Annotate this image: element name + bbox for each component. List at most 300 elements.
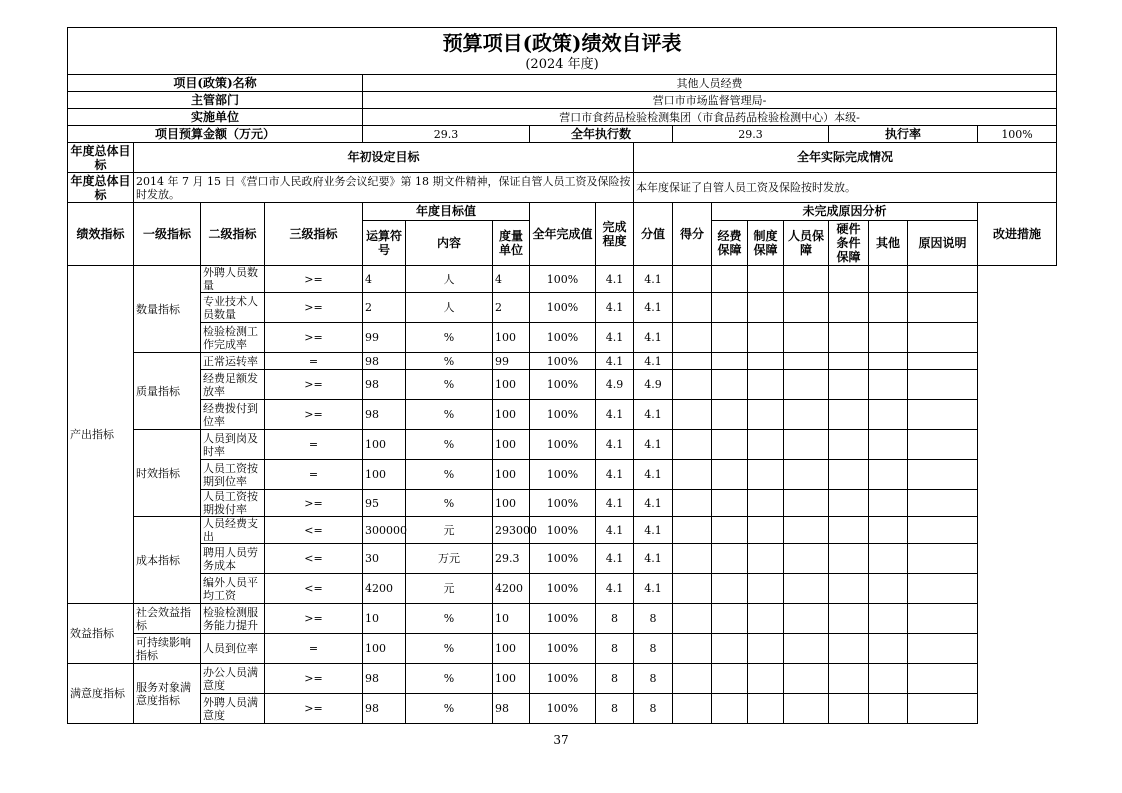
form-year: (2024 年度) xyxy=(68,56,1057,75)
indicator-score: 8 xyxy=(634,694,673,724)
table-row xyxy=(68,604,1057,634)
empty-cell xyxy=(784,430,829,460)
empty-cell xyxy=(829,400,869,430)
op-header: 运算符号 xyxy=(363,221,406,266)
empty-cell xyxy=(712,353,748,370)
empty-cell xyxy=(712,430,748,460)
indicator-max: 4.1 xyxy=(596,293,634,323)
indicator-name: 经费足额发放率 xyxy=(201,370,265,400)
indicator-score: 4.1 xyxy=(634,517,673,544)
indicator-actual: 100 xyxy=(493,634,530,664)
empty-cell xyxy=(784,353,829,370)
reason-funding-header: 经费保障 xyxy=(712,221,748,266)
indicator-max: 4.1 xyxy=(596,353,634,370)
indicator-actual: 99 xyxy=(493,353,530,370)
empty-cell xyxy=(748,430,784,460)
empty-cell xyxy=(748,293,784,323)
indicator-unit: 人 xyxy=(406,266,493,293)
empty-cell xyxy=(784,517,829,544)
empty-cell xyxy=(829,293,869,323)
empty-cell xyxy=(784,370,829,400)
empty-cell xyxy=(748,664,784,694)
indicator-actual: 29.3 xyxy=(493,544,530,574)
empty-cell xyxy=(908,400,978,430)
empty-cell xyxy=(908,664,978,694)
indicator-score: 4.1 xyxy=(634,266,673,293)
indicator-name: 聘用人员劳务成本 xyxy=(201,544,265,574)
table-row xyxy=(68,664,1057,694)
empty-cell xyxy=(784,293,829,323)
indicator-degree: 100% xyxy=(530,664,596,694)
indicator-target: 99 xyxy=(363,323,406,353)
indicator-degree: 100% xyxy=(530,634,596,664)
indicator-target: 100 xyxy=(363,430,406,460)
impl-value: 营口市食药品检验检测集团（市食品药品检验检测中心）本级- xyxy=(363,109,1057,126)
group-service: 服务对象满意度指标 xyxy=(134,664,201,724)
empty-cell xyxy=(908,490,978,517)
empty-cell xyxy=(712,694,748,724)
empty-cell xyxy=(784,574,829,604)
empty-cell xyxy=(712,574,748,604)
empty-cell xyxy=(829,370,869,400)
evaluation-form xyxy=(67,27,1056,724)
group-quantity: 数量指标 xyxy=(134,266,201,353)
empty-cell xyxy=(908,517,978,544)
indicator-name: 外聘人员数量 xyxy=(201,266,265,293)
empty-cell xyxy=(829,517,869,544)
empty-cell xyxy=(673,544,712,574)
empty-cell xyxy=(829,430,869,460)
indicator-score: 4.1 xyxy=(634,430,673,460)
indicator-actual: 100 xyxy=(493,400,530,430)
indicator-max: 8 xyxy=(596,634,634,664)
empty-cell xyxy=(908,694,978,724)
indicator-op: = xyxy=(265,460,363,490)
empty-cell xyxy=(829,544,869,574)
indicator-degree: 100% xyxy=(530,266,596,293)
empty-cell xyxy=(673,323,712,353)
indicator-max: 4.1 xyxy=(596,544,634,574)
table-row xyxy=(68,400,1057,430)
empty-cell xyxy=(869,266,908,293)
empty-cell xyxy=(784,604,829,634)
indicator-unit: % xyxy=(406,370,493,400)
indicator-target: 100 xyxy=(363,634,406,664)
reason-hardware-header: 硬件条件保障 xyxy=(829,221,869,266)
empty-cell xyxy=(784,266,829,293)
empty-cell xyxy=(748,400,784,430)
indicator-op: >= xyxy=(265,266,363,293)
indicator-degree: 100% xyxy=(530,460,596,490)
empty-cell xyxy=(673,604,712,634)
actual-header: 全年完成值 xyxy=(530,203,596,266)
reason-system-header: 制度保障 xyxy=(748,221,784,266)
indicator-max: 4.1 xyxy=(596,574,634,604)
indicator-name: 专业技术人员数量 xyxy=(201,293,265,323)
indicator-degree: 100% xyxy=(530,490,596,517)
empty-cell xyxy=(748,353,784,370)
group-cost: 成本指标 xyxy=(134,517,201,604)
indicator-op: >= xyxy=(265,293,363,323)
indicator-score: 4.1 xyxy=(634,400,673,430)
indicator-name: 正常运转率 xyxy=(201,353,265,370)
group-sustain: 可持续影响指标 xyxy=(134,634,201,664)
empty-cell xyxy=(748,604,784,634)
empty-cell xyxy=(869,634,908,664)
indicator-score: 4.1 xyxy=(634,323,673,353)
empty-cell xyxy=(908,353,978,370)
empty-cell xyxy=(673,490,712,517)
unit-header: 度量单位 xyxy=(493,221,530,266)
indicator-actual: 98 xyxy=(493,694,530,724)
empty-cell xyxy=(829,353,869,370)
empty-cell xyxy=(748,370,784,400)
empty-cell xyxy=(829,266,869,293)
indicator-max: 4.1 xyxy=(596,490,634,517)
rate-label: 执行率 xyxy=(829,126,978,143)
reason-other-header: 其他 xyxy=(869,221,908,266)
impl-label: 实施单位 xyxy=(68,109,363,126)
indicator-target: 30 xyxy=(363,544,406,574)
form-title: 预算项目(政策)绩效自评表 xyxy=(68,28,1057,56)
table-row xyxy=(68,490,1057,517)
table-row xyxy=(68,323,1057,353)
indicator-op: = xyxy=(265,430,363,460)
indicator-degree: 100% xyxy=(530,604,596,634)
empty-cell xyxy=(673,574,712,604)
empty-cell xyxy=(712,490,748,517)
indicator-degree: 100% xyxy=(530,323,596,353)
indicator-name: 办公人员满意度 xyxy=(201,664,265,694)
indicator-op: >= xyxy=(265,323,363,353)
indicator-degree: 100% xyxy=(530,400,596,430)
exec-value: 29.3 xyxy=(673,126,829,143)
empty-cell xyxy=(908,266,978,293)
indicator-score: 4.9 xyxy=(634,370,673,400)
empty-cell xyxy=(869,323,908,353)
indicator-name: 人员到岗及时率 xyxy=(201,430,265,460)
indicator-unit: % xyxy=(406,490,493,517)
empty-cell xyxy=(908,544,978,574)
page-number: 37 xyxy=(553,733,569,747)
dept-value: 营口市市场监督管理局- xyxy=(363,92,1057,109)
indicator-name: 外聘人员满意度 xyxy=(201,694,265,724)
indicator-max: 8 xyxy=(596,694,634,724)
indicator-degree: 100% xyxy=(530,694,596,724)
table-row xyxy=(68,353,1057,370)
level2-header: 二级指标 xyxy=(201,203,265,266)
empty-cell xyxy=(712,517,748,544)
indicator-unit: % xyxy=(406,694,493,724)
indicator-name: 经费拨付到位率 xyxy=(201,400,265,430)
empty-cell xyxy=(712,544,748,574)
indicator-score: 4.1 xyxy=(634,353,673,370)
reason-explain-header: 原因说明 xyxy=(908,221,978,266)
empty-cell xyxy=(784,400,829,430)
content-header: 内容 xyxy=(406,221,493,266)
indicator-max: 4.9 xyxy=(596,370,634,400)
indicator-name: 人员到位率 xyxy=(201,634,265,664)
degree-header: 完成程度 xyxy=(596,203,634,266)
empty-cell xyxy=(673,517,712,544)
indicator-degree: 100% xyxy=(530,430,596,460)
empty-cell xyxy=(673,430,712,460)
empty-cell xyxy=(908,370,978,400)
empty-cell xyxy=(712,323,748,353)
indicator-op: >= xyxy=(265,400,363,430)
group-social: 社会效益指标 xyxy=(134,604,201,634)
indicator-score: 4.1 xyxy=(634,574,673,604)
empty-cell xyxy=(908,604,978,634)
indicator-target: 100 xyxy=(363,460,406,490)
improve-header: 改进措施 xyxy=(978,203,1057,266)
indicator-unit: % xyxy=(406,353,493,370)
empty-cell xyxy=(829,323,869,353)
empty-cell xyxy=(673,266,712,293)
empty-cell xyxy=(869,574,908,604)
indicator-unit: 万元 xyxy=(406,544,493,574)
indicator-actual: 293000 xyxy=(493,517,530,544)
indicator-op: <= xyxy=(265,517,363,544)
goal-row-label: 年度总体目标 xyxy=(68,173,134,203)
indicator-name: 人员工资按期拨付率 xyxy=(201,490,265,517)
indicator-name: 检验检测工作完成率 xyxy=(201,323,265,353)
indicator-target: 10 xyxy=(363,604,406,634)
indicator-target: 98 xyxy=(363,400,406,430)
indicator-target: 4 xyxy=(363,266,406,293)
score-header: 得分 xyxy=(673,203,712,266)
empty-cell xyxy=(829,694,869,724)
indicator-actual: 100 xyxy=(493,490,530,517)
indicator-target: 98 xyxy=(363,353,406,370)
empty-cell xyxy=(869,353,908,370)
budget-value: 29.3 xyxy=(363,126,530,143)
indicator-target: 95 xyxy=(363,490,406,517)
indicator-max: 4.1 xyxy=(596,460,634,490)
table-row xyxy=(68,430,1057,460)
empty-cell xyxy=(712,370,748,400)
indicator-op: >= xyxy=(265,490,363,517)
indicator-score: 8 xyxy=(634,604,673,634)
group-satisfaction: 满意度指标 xyxy=(68,664,134,724)
goal-initial-text: 2014 年 7 月 15 日《营口市人民政府业务会议纪要》第 18 期文件精神，保证自管人员工资及保险按时发放。 xyxy=(134,173,634,203)
indicator-max: 4.1 xyxy=(596,266,634,293)
empty-cell xyxy=(829,664,869,694)
empty-cell xyxy=(908,460,978,490)
target-group-header: 年度目标值 xyxy=(363,203,530,221)
empty-cell xyxy=(869,694,908,724)
empty-cell xyxy=(748,460,784,490)
indicator-target: 4200 xyxy=(363,574,406,604)
project-name-label: 项目(政策)名称 xyxy=(68,75,363,92)
goal-actual-text: 本年度保证了自管人员工资及保险按时发放。 xyxy=(634,173,1057,203)
indicator-actual: 100 xyxy=(493,460,530,490)
indicator-op: = xyxy=(265,634,363,664)
indicator-actual: 100 xyxy=(493,430,530,460)
empty-cell xyxy=(712,604,748,634)
empty-cell xyxy=(748,490,784,517)
indicator-actual: 100 xyxy=(493,370,530,400)
empty-cell xyxy=(784,544,829,574)
empty-cell xyxy=(908,430,978,460)
group-benefit: 效益指标 xyxy=(68,604,134,664)
empty-cell xyxy=(673,293,712,323)
goal-actual-label: 全年实际完成情况 xyxy=(634,143,1057,173)
indicator-unit: % xyxy=(406,664,493,694)
goal-header-label: 年度总体目标 xyxy=(68,143,134,173)
empty-cell xyxy=(869,370,908,400)
table-row xyxy=(68,266,1057,293)
empty-cell xyxy=(673,634,712,664)
empty-cell xyxy=(748,517,784,544)
indicator-op: <= xyxy=(265,574,363,604)
indicator-actual: 100 xyxy=(493,323,530,353)
empty-cell xyxy=(748,323,784,353)
indicator-max: 4.1 xyxy=(596,400,634,430)
indicator-max: 8 xyxy=(596,664,634,694)
indicator-unit: % xyxy=(406,430,493,460)
empty-cell xyxy=(829,460,869,490)
indicator-name: 人员工资按期到位率 xyxy=(201,460,265,490)
indicator-max: 8 xyxy=(596,604,634,634)
empty-cell xyxy=(784,664,829,694)
indicator-op: <= xyxy=(265,544,363,574)
empty-cell xyxy=(712,293,748,323)
empty-cell xyxy=(673,460,712,490)
indicator-score: 8 xyxy=(634,634,673,664)
indicator-actual: 2 xyxy=(493,293,530,323)
empty-cell xyxy=(784,490,829,517)
empty-cell xyxy=(673,353,712,370)
empty-cell xyxy=(784,460,829,490)
table-row xyxy=(68,370,1057,400)
group-quality: 质量指标 xyxy=(134,353,201,430)
level1-header: 一级指标 xyxy=(134,203,201,266)
indicator-degree: 100% xyxy=(530,353,596,370)
indicator-actual: 4 xyxy=(493,266,530,293)
empty-cell xyxy=(712,664,748,694)
indicator-actual: 10 xyxy=(493,604,530,634)
empty-cell xyxy=(712,266,748,293)
indicator-op: >= xyxy=(265,664,363,694)
indicator-unit: % xyxy=(406,460,493,490)
indicator-op: >= xyxy=(265,604,363,634)
indicator-score: 4.1 xyxy=(634,544,673,574)
empty-cell xyxy=(869,604,908,634)
project-name-value: 其他人员经费 xyxy=(363,75,1057,92)
indicator-unit: 元 xyxy=(406,517,493,544)
table-row xyxy=(68,634,1057,664)
empty-cell xyxy=(908,293,978,323)
exec-label: 全年执行数 xyxy=(530,126,673,143)
indicator-degree: 100% xyxy=(530,370,596,400)
empty-cell xyxy=(869,293,908,323)
empty-cell xyxy=(784,323,829,353)
empty-cell xyxy=(869,490,908,517)
indicator-target: 98 xyxy=(363,664,406,694)
indicator-target: 98 xyxy=(363,370,406,400)
table-row xyxy=(68,517,1057,544)
indicator-score: 8 xyxy=(634,664,673,694)
evaluation-table xyxy=(67,27,1057,724)
group-timeliness: 时效指标 xyxy=(134,430,201,517)
indicator-max: 4.1 xyxy=(596,430,634,460)
indicator-degree: 100% xyxy=(530,517,596,544)
indicator-target: 2 xyxy=(363,293,406,323)
budget-label: 项目预算金额（万元） xyxy=(68,126,363,143)
goal-initial-label: 年初设定目标 xyxy=(134,143,634,173)
dept-label: 主管部门 xyxy=(68,92,363,109)
empty-cell xyxy=(829,574,869,604)
indicator-name: 人员经费支出 xyxy=(201,517,265,544)
empty-cell xyxy=(748,266,784,293)
empty-cell xyxy=(748,544,784,574)
indicator-op: >= xyxy=(265,694,363,724)
indicator-score: 4.1 xyxy=(634,460,673,490)
table-row xyxy=(68,694,1057,724)
table-row xyxy=(68,544,1057,574)
empty-cell xyxy=(829,634,869,664)
empty-cell xyxy=(712,460,748,490)
group-output: 产出指标 xyxy=(68,266,134,604)
indicator-actual: 100 xyxy=(493,664,530,694)
empty-cell xyxy=(784,634,829,664)
rate-value: 100% xyxy=(978,126,1057,143)
indicator-score: 4.1 xyxy=(634,490,673,517)
indicator-name: 检验检测服务能力提升 xyxy=(201,604,265,634)
perf-indicators-label: 绩效指标 xyxy=(68,203,134,266)
empty-cell xyxy=(673,400,712,430)
empty-cell xyxy=(784,694,829,724)
empty-cell xyxy=(869,664,908,694)
indicator-max: 4.1 xyxy=(596,517,634,544)
table-row xyxy=(68,293,1057,323)
empty-cell xyxy=(673,694,712,724)
indicator-degree: 100% xyxy=(530,544,596,574)
indicator-target: 98 xyxy=(363,694,406,724)
empty-cell xyxy=(673,370,712,400)
empty-cell xyxy=(869,544,908,574)
indicator-unit: % xyxy=(406,323,493,353)
indicator-name: 编外人员平均工资 xyxy=(201,574,265,604)
reason-group-header: 未完成原因分析 xyxy=(712,203,978,221)
score-max-header: 分值 xyxy=(634,203,673,266)
indicator-score: 4.1 xyxy=(634,293,673,323)
empty-cell xyxy=(673,664,712,694)
level3-header: 三级指标 xyxy=(265,203,363,266)
empty-cell xyxy=(869,430,908,460)
indicator-unit: 人 xyxy=(406,293,493,323)
indicator-op: >= xyxy=(265,370,363,400)
empty-cell xyxy=(712,400,748,430)
indicator-op: = xyxy=(265,353,363,370)
indicator-target: 300000 xyxy=(363,517,406,544)
indicator-unit: % xyxy=(406,400,493,430)
empty-cell xyxy=(869,400,908,430)
empty-cell xyxy=(748,574,784,604)
indicator-unit: % xyxy=(406,604,493,634)
reason-staff-header: 人员保障 xyxy=(784,221,829,266)
indicator-actual: 4200 xyxy=(493,574,530,604)
table-row xyxy=(68,460,1057,490)
empty-cell xyxy=(712,634,748,664)
indicator-unit: % xyxy=(406,634,493,664)
empty-cell xyxy=(748,694,784,724)
empty-cell xyxy=(869,460,908,490)
empty-cell xyxy=(908,574,978,604)
indicator-degree: 100% xyxy=(530,293,596,323)
empty-cell xyxy=(908,634,978,664)
